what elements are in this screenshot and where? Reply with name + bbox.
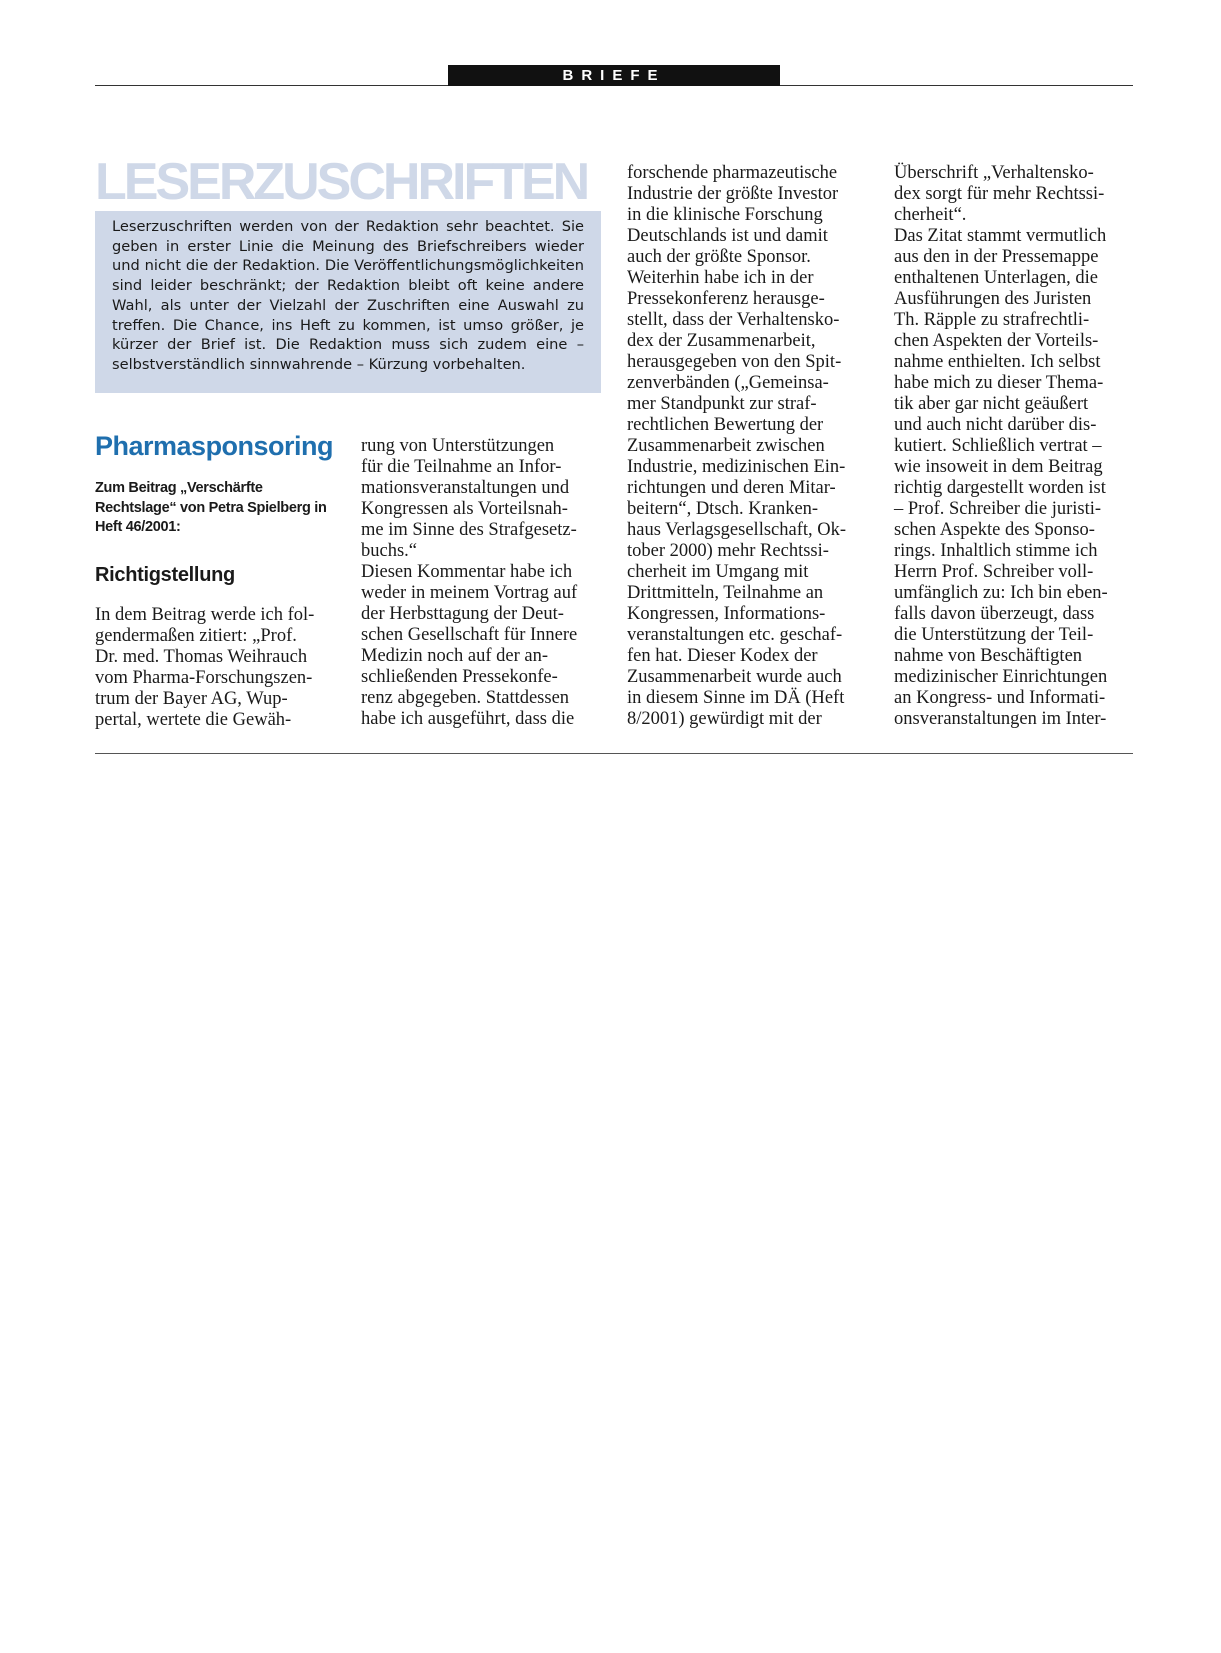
letter-topic: Pharmasponsoring [95,431,334,461]
text-line: Ausführungen des Juristen [894,289,1092,309]
text-line: habe mich zu dieser Thema- [894,373,1104,393]
text-line: die Unterstützung der Teil- [894,625,1094,645]
text-line: falls davon überzeugt, dass [894,604,1095,624]
text-line: renz abgegeben. Stattdessen [361,688,570,708]
text-line: und auch nicht darüber dis- [894,415,1097,435]
text-line: Das Zitat stammt vermutlich [894,226,1107,246]
text-line: haus Verlagsgesellschaft, Ok- [627,520,847,540]
text-line: In dem Beitrag werde ich fol- [95,604,315,625]
text-line: nahme enthielten. Ich selbst [894,352,1101,372]
text-line: schließenden Pressekonfe- [361,667,558,687]
text-line: an Kongress- und Informati- [894,688,1106,708]
text-line: Deutschlands ist und damit [627,226,828,246]
section-label: BRIEFE [448,65,780,86]
text-line: 8/2001) gewürdigt mit der [627,709,822,729]
text-line: Diesen Kommentar habe ich [361,562,573,582]
text-line: buchs.“ [361,541,417,561]
text-line: me im Sinne des Strafgesetz- [361,520,577,540]
text-line: Th. Räpple zu strafrechtli- [894,310,1090,330]
column-body [95,605,335,731]
text-line: in diesem Sinne im DÄ (Heft [627,688,845,708]
text-line: tik aber gar nicht geäußert [894,394,1089,414]
text-line: kutiert. Schließlich vertrat – [894,436,1102,456]
text-line: beitern“, Dtsch. Kranken- [627,499,819,519]
text-line: stellt, dass der Verhaltensko- [627,310,840,330]
text-line: – Prof. Schreiber die juristi- [894,499,1102,519]
text-line: Weiterhin habe ich in der [627,268,814,288]
text-line: auch der größte Sponsor. [627,247,811,267]
text-line: cherheit“. [894,205,967,225]
text-line: herausgegeben von den Spit- [627,352,842,372]
letter-reference: Zum Beitrag „Verschärfte Rechtslage“ von Petra Spielberg in Heft 46/2001: [95,480,327,535]
text-line: dex sorgt für mehr Rechtssi- [894,184,1105,204]
text-line: richtungen und deren Mitar- [627,478,836,498]
text-line: in die klinische Forschung [627,205,823,225]
article-column-1 [95,430,335,731]
text-line: Kongressen als Vorteilsnah- [361,499,568,519]
text-line: trum der Bayer AG, Wup- [95,688,288,709]
text-line: medizinischer Einrichtungen [894,667,1108,687]
text-line: Überschrift „Verhaltensko- [894,163,1094,183]
text-line: pertal, wertete die Gewäh- [95,709,292,730]
text-line: veranstaltungen etc. geschaf- [627,625,843,645]
text-line: für die Teilnahme an Infor- [361,457,562,477]
article-column-4 [894,163,1139,730]
text-line: rings. Inhaltlich stimme ich [894,541,1098,561]
text-line: Kongressen, Informations- [627,604,826,624]
text-line: nahme von Beschäftigten [894,646,1083,666]
page-title: LESERZUSCHRIFTEN [95,153,588,211]
text-line: Zusammenarbeit zwischen [627,436,825,456]
text-line: rung von Unterstützungen [361,436,555,456]
text-line: chen Aspekten der Vorteils- [894,331,1099,351]
text-line: gendermaßen zitiert: „Prof. [95,625,297,646]
text-line: cherheit im Umgang mit [627,562,809,582]
text-line: Zusammenarbeit wurde auch [627,667,842,687]
text-line: zenverbänden („Gemeinsa- [627,373,829,393]
text-line: mer Standpunkt zur straf- [627,394,817,414]
text-line: Pressekonferenz herausge- [627,289,825,309]
text-line: forschende pharmazeutische [627,163,838,183]
text-line: mationsveranstaltungen und [361,478,570,498]
text-line: schen Aspekte des Sponso- [894,520,1095,540]
text-line: vom Pharma-Forschungszen- [95,667,313,688]
text-line: Industrie, medizinischen Ein- [627,457,846,477]
text-line: onsveranstaltungen im Inter- [894,709,1107,729]
editorial-note-text: Leserzuschriften werden von der Redaktion sehr beachtet. Sie geben in erster Linie die Meinung des Briefschreibers wieder und nicht die der Redaktion. Die Veröffentlichungsmöglichkeiten sind leider beschränkt; der Redaktion bleibt oft keine andere Wahl, als unter der Vielzahl der Zuschriften eine Auswahl zu treffen. Die Chance, ins Heft zu kommen, ist umso größer, je kürzer der Brief ist. Die Redaktion muss sich zudem eine – selbstverständlich sinnwahrende – Kürzung vorbehalten. [112,218,584,373]
text-line: rechtlichen Bewertung der [627,415,824,435]
article-column-3 [627,163,872,730]
text-line: der Herbsttagung der Deut- [361,604,564,624]
letter-headline: Richtigstellung [95,563,235,586]
text-line: enthaltenen Unterlagen, die [894,268,1098,288]
text-line: wie insoweit in dem Beitrag [894,457,1103,477]
text-line: richtig dargestellt worden ist [894,478,1106,498]
text-line: tober 2000) mehr Rechtssi- [627,541,829,561]
text-line: weder in meinem Vortrag auf [361,583,578,603]
editorial-note-box [95,211,601,393]
text-line: aus den in der Pressemappe [894,247,1099,267]
text-line: fen hat. Dieser Kodex der [627,646,818,666]
text-line: dex der Zusammenarbeit, [627,331,816,351]
text-line: Drittmitteln, Teilnahme an [627,583,824,603]
article-column-2 [361,436,606,730]
text-line: schen Gesellschaft für Innere [361,625,578,645]
text-line: Herrn Prof. Schreiber voll- [894,562,1094,582]
text-line: umfänglich zu: Ich bin eben- [894,583,1108,603]
footer-rule [95,753,1133,754]
text-line: habe ich ausgeführt, dass die [361,709,575,729]
text-line: Dr. med. Thomas Weihrauch [95,646,308,667]
text-line: Medizin noch auf der an- [361,646,548,666]
text-line: Industrie der größte Investor [627,184,839,204]
